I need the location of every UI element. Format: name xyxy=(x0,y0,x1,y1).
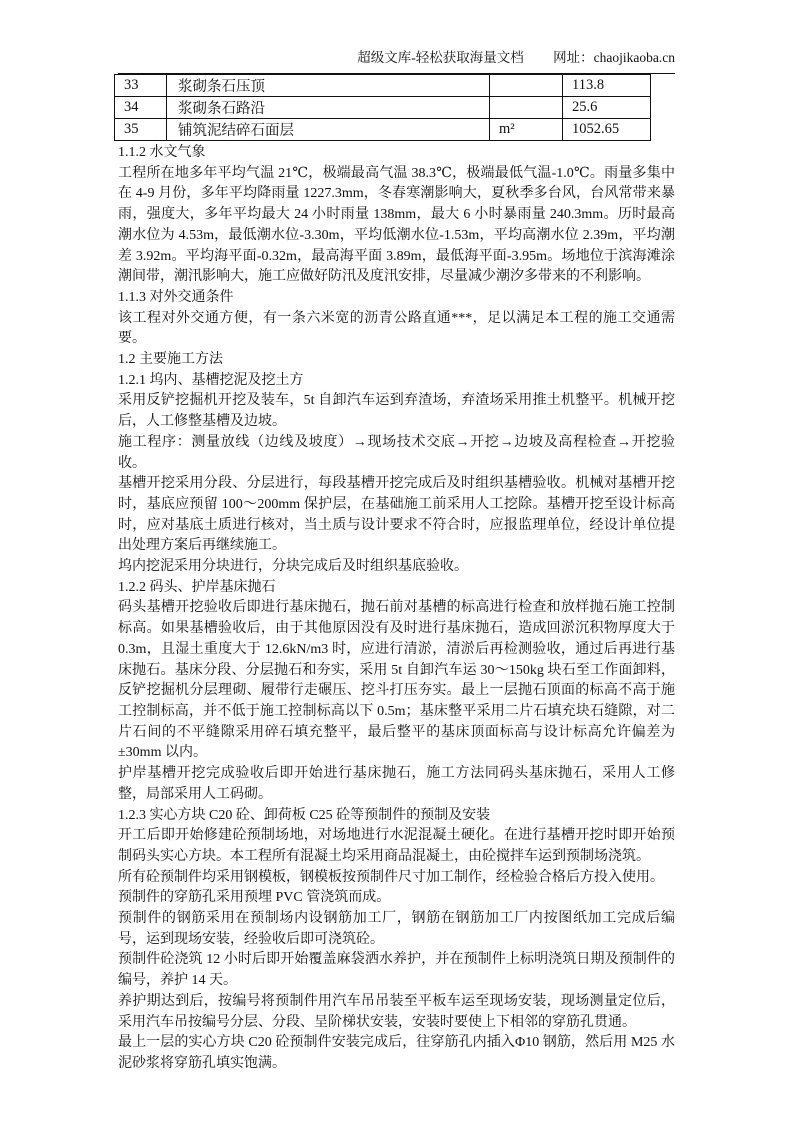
item-name-cell: 铺筑泥结碎石面层 xyxy=(167,119,490,141)
paragraph: 采用反铲挖掘机开挖及装车，5t 自卸汽车运到弃渣场，弃渣场采用推土机整平。机械开挖后，人工修整基槽及边坡。 xyxy=(118,393,675,430)
paragraph: 预制件砼浇筑 12 小时后即开始覆盖麻袋洒水养护，并在预制件上标明浇筑日期及预制件的编号，养护 14 天。 xyxy=(118,952,675,989)
table-body xyxy=(115,75,651,141)
table-row xyxy=(115,97,651,119)
paragraph: 所有砼预制件均采用钢模板，钢模板按预制件尺寸加工制作，经检验合格后方投入使用。 xyxy=(118,869,664,885)
row-number-cell: 33 xyxy=(115,75,167,97)
document-body xyxy=(118,143,675,1075)
unit-cell xyxy=(490,97,563,119)
paragraph: 工程所在地多年平均气温 21℃，极端最高气温 38.3℃，极端最低气温-1.0℃。雨量多集中在 4-9 月份，多年平均降雨量 1227.3mm，冬春寒潮影响大，夏秋季多台风，台风常带来暴雨，强度大，多年平均最大 24 小时雨量 138mm，最大 6 小时暴雨量 240.3mm。历时最高潮水位为 4.53m，最低潮水位-3.30m，平均低潮水位-1.53m，平均高潮水位 2.39m，平均潮差 3.92m。平均海平面-0.32m，最高海平面 3.89m，最低海平面-3.95m。场地位于滨海滩涂潮间带，潮汛影响大，施工应做好防汛及度汛安排，尽量减少潮汐多带来的不利影响。 xyxy=(118,165,675,285)
page-header xyxy=(118,46,675,74)
section-heading: 1.2.3 实心方块 C20 砼、卸荷板 C25 砼等预制件的预制及安装 xyxy=(118,807,491,823)
paragraph: 最上一层的实心方块 C20 砼预制件安装完成后，往穿筋孔内插入Φ10 钢筋，然后用 M25 水泥砂浆将穿筋孔填实饱满。 xyxy=(118,1035,675,1071)
section-heading: 1.2.1 坞内、基槽挖泥及挖土方 xyxy=(118,372,304,388)
row-number-cell: 35 xyxy=(115,119,167,141)
paragraph: 开工后即开始修建砼预制场地，对场地进行水泥混凝土硬化。在进行基槽开挖时即开始预制码头实心方块。本工程所有混凝土均采用商品混凝土，由砼搅拌车运到预制场浇筑。 xyxy=(118,828,675,864)
paragraph: 码头基槽开挖验收后即进行基床抛石，抛石前对基槽的标高进行检查和放样抛石施工控制标高。如果基槽验收后，由于其他原因没有及时进行基床抛石，造成回淤沉积物厚度大于 0.3m，且湿土重度大于 12.6kN/m3 时，应进行清淤，清淤后再检测验收，通过后再进行基床抛石。基床分段、分层抛石和夯实，采用 5t 自卸汽车运 30～150kg 块石至工作面卸料，反铲挖掘机分层理砌、履带行走碾压、挖斗打压夯实。最上一层抛石顶面的标高不高于施工控制标高，并不低于施工控制标高以下 0.5m；基床整平采用二片石填充块石缝隙，对二片石间的不平缝隙采用碎石填充整平，最后整平的基床顶面标高与设计标高允许偏差为±30mm 以内。 xyxy=(118,600,675,761)
table-row xyxy=(115,119,651,141)
quantity-cell: 1052.65 xyxy=(563,119,651,141)
section-heading: 1.1.2 水文气象 xyxy=(118,145,206,160)
paragraph: 基槽开挖采用分段、分层进行，每段基槽开挖完成后及时组织基槽验收。机械对基槽开挖时，基底应预留 100～200mm 保护层，在基础施工前采用人工挖除。基槽开挖至设计标高时，应对基底土质进行核对，当土质与设计要求不符合时，应报监理单位，经设计单位提出处理方案后再继续施工。 xyxy=(118,476,675,554)
header-url-text: 网址：chaojikaoba.cn xyxy=(553,50,675,65)
paragraph: 护岸基槽开挖完成验收后即开始进行基床抛石，施工方法同码头基床抛石，采用人工修整，局部采用人工码砌。 xyxy=(118,766,675,802)
paragraph: 养护期达到后，按编号将预制件用汽车吊吊装至平板车运至现场安装，现场测量定位后，采用汽车吊按编号分层、分段、呈阶梯状安装，安装时要使上下相邻的穿筋孔贯通。 xyxy=(118,993,675,1030)
section-heading: 1.2.2 码头、护岸基床抛石 xyxy=(118,579,276,595)
item-name-cell: 浆砌条石压顶 xyxy=(167,75,490,97)
section-heading: 1.1.3 对外交通条件 xyxy=(118,289,234,305)
table-row xyxy=(115,75,651,97)
paragraph: 坞内挖泥采用分块进行，分块完成后及时组织基底验收。 xyxy=(118,559,468,575)
paragraph: 预制件的钢筋采用在预制场内设钢筋加工厂，钢筋在钢筋加工厂内按图纸加工完成后编号，运到现场安装，经验收后即可浇筑砼。 xyxy=(118,911,675,947)
header-brand-text: 超级文库-轻松获取海量文档 xyxy=(357,50,524,65)
paragraph: 该工程对外交通方便，有一条六米宽的沥青公路直通***，足以满足本工程的施工交通需要。 xyxy=(118,310,675,347)
section-heading: 1.2 主要施工方法 xyxy=(118,352,223,368)
row-number-cell: 34 xyxy=(115,97,167,119)
quantity-cell: 25.6 xyxy=(563,97,651,119)
bill-of-quantities-table xyxy=(114,74,651,141)
quantity-cell: 113.8 xyxy=(563,75,651,97)
paragraph: 预制件的穿筋孔采用预埋 PVC 管浇筑而成。 xyxy=(118,890,391,906)
unit-cell xyxy=(490,75,563,97)
paragraph: 施工程序：测量放线（边线及坡度）→现场技术交底→开挖→边坡及高程检查→开挖验收。 xyxy=(118,434,675,471)
item-name-cell: 浆砌条石路沿 xyxy=(167,97,490,119)
unit-cell: m² xyxy=(490,119,563,141)
